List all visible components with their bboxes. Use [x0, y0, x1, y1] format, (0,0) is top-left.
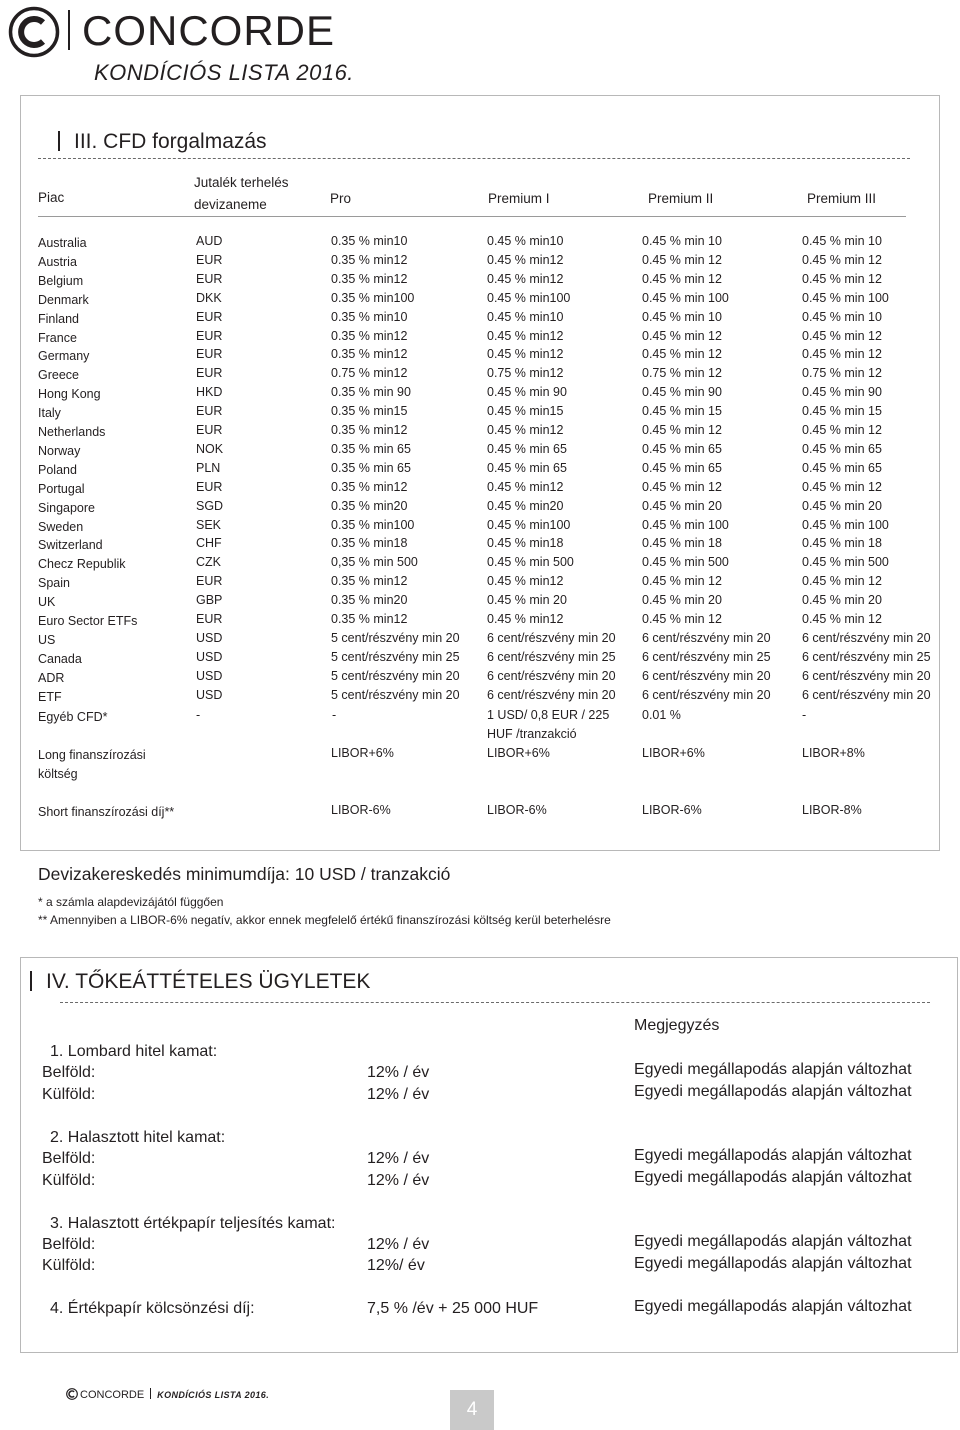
- cell-pro: 5 cent/részvény min 20: [331, 688, 460, 702]
- cell-premium-2: 0.45 % min 12: [642, 329, 722, 343]
- cell-premium-2: 0.45 % min 12: [642, 253, 722, 267]
- cell-premium-3: 6 cent/részvény min 20: [802, 688, 931, 702]
- cell-premium-3: 0.45 % min 12: [802, 612, 882, 626]
- cell-market: Australia: [38, 236, 87, 250]
- cell-premium-2: 6 cent/részvény min 20: [642, 631, 771, 645]
- cell-market: Greece: [38, 368, 79, 382]
- group-1-kulfold-note: Egyedi megállapodás alapján változhat: [634, 1083, 912, 1100]
- cell-market: Norway: [38, 444, 81, 458]
- cell-pro: 0.35 % min12: [331, 423, 408, 437]
- cell-pro: 0.35 % min15: [331, 404, 408, 418]
- cell-market: Netherlands: [38, 425, 106, 439]
- document-subtitle: KONDÍCIÓS LISTA 2016.: [94, 60, 354, 85]
- cell-pro: 0.35 % min20: [331, 499, 408, 513]
- cell-pro: 0.35 % min12: [331, 272, 408, 286]
- cell-premium-1: 0.75 % min12: [487, 366, 564, 380]
- title-bar: [30, 971, 32, 991]
- cell-currency: EUR: [196, 272, 223, 286]
- cell-premium-1: 0.45 % min20: [487, 499, 564, 513]
- cell-currency: GBP: [196, 593, 223, 607]
- cell-pro: 5 cent/részvény min 25: [331, 650, 460, 664]
- cell-currency: EUR: [196, 423, 223, 437]
- cell-premium-2: 0.45 % min 500: [642, 555, 729, 569]
- group-2-belfold-label: Belföld:: [42, 1150, 96, 1167]
- cell-market: Poland: [38, 463, 77, 477]
- cell-market: Italy: [38, 406, 61, 420]
- cell-currency: EUR: [196, 253, 223, 267]
- cell-premium-1: 0.45 % min12: [487, 253, 564, 267]
- cell-currency: EUR: [196, 329, 223, 343]
- cell-premium-3: 6 cent/részvény min 25: [802, 650, 931, 664]
- cell-pro: 5 cent/részvény min 20: [331, 631, 460, 645]
- cell-premium-3: 0.45 % min 10: [802, 310, 882, 324]
- long-premium-1: LIBOR+6%: [487, 746, 550, 760]
- cell-premium-2: 0.45 % min 10: [642, 234, 722, 248]
- cell-pro: 0.35 % min100: [331, 518, 415, 532]
- group-3-kulfold-label: Külföld:: [42, 1257, 96, 1274]
- egyeb-pro: -: [332, 708, 337, 722]
- cell-pro: 0.35 % min 90: [331, 385, 411, 399]
- brand-header: [8, 6, 428, 86]
- cell-market: US: [38, 633, 56, 647]
- cell-pro: 5 cent/részvény min 20: [331, 669, 460, 683]
- cell-premium-2: 0.45 % min 10: [642, 310, 722, 324]
- header-jutalek-line1: Jutalék terhelés: [194, 175, 289, 190]
- footer-list-title: KONDÍCIÓS LISTA 2016.: [157, 1390, 270, 1400]
- cell-premium-1: 6 cent/részvény min 20: [487, 688, 616, 702]
- leverage-title-text: IV. TŐKEÁTTÉTELES ÜGYLETEK: [46, 970, 371, 993]
- cell-premium-1: 6 cent/részvény min 25: [487, 650, 616, 664]
- cell-premium-2: 0.45 % min 12: [642, 347, 722, 361]
- cell-premium-1: 0.45 % min10: [487, 234, 564, 248]
- short-premium-2: LIBOR-6%: [642, 803, 702, 817]
- cell-premium-3: 0.45 % min 100: [802, 291, 889, 305]
- cell-premium-3: 0.45 % min 100: [802, 518, 889, 532]
- cell-premium-2: 0.45 % min 100: [642, 518, 729, 532]
- fx-minimum-fee: Devizakereskedés minimumdíja: 10 USD / tranzakció: [38, 864, 451, 884]
- footnote-1: * a számla alapdevizájától függően: [38, 895, 224, 909]
- cell-pro: 0.35 % min20: [331, 593, 408, 607]
- cell-currency: EUR: [196, 480, 223, 494]
- cell-premium-2: 0.75 % min 12: [642, 366, 722, 380]
- logo-divider: [68, 10, 70, 50]
- cell-pro: 0.35 % min18: [331, 536, 408, 550]
- leverage-section-title: [30, 970, 370, 994]
- group-3-belfold-note: Egyedi megállapodás alapján változhat: [634, 1233, 912, 1250]
- cell-pro: 0.35 % min 65: [331, 461, 411, 475]
- cell-premium-2: 0.45 % min 12: [642, 574, 722, 588]
- cell-currency: AUD: [196, 234, 223, 248]
- long-premium-3: LIBOR+8%: [802, 746, 865, 760]
- cell-pro: 0.75 % min12: [331, 366, 408, 380]
- footer-separator: [150, 1388, 151, 1399]
- cell-premium-3: 0.45 % min 10: [802, 234, 882, 248]
- group-3-belfold-rate: 12% / év: [367, 1236, 430, 1253]
- group-1-belfold-note: Egyedi megállapodás alapján változhat: [634, 1061, 912, 1078]
- group-2-kulfold-rate: 12% / év: [367, 1172, 430, 1189]
- cell-currency: USD: [196, 650, 223, 664]
- cell-market: Euro Sector ETFs: [38, 614, 138, 628]
- cell-pro: 0.35 % min10: [331, 310, 408, 324]
- footer-brand: [66, 1388, 269, 1404]
- cell-currency: USD: [196, 688, 223, 702]
- cell-pro: 0.35 % min100: [331, 291, 415, 305]
- cell-market: UK: [38, 595, 56, 609]
- cell-premium-1: 0.45 % min12: [487, 423, 564, 437]
- item-4-note: Egyedi megállapodás alapján változhat: [634, 1298, 912, 1315]
- cfd-dashed-divider: [38, 158, 910, 159]
- egyeb-premium-1-line2: HUF /tranzakció: [487, 727, 577, 741]
- cell-market: France: [38, 331, 77, 345]
- brand-name: CONCORDE: [82, 7, 336, 54]
- egyeb-currency: -: [196, 708, 201, 722]
- cell-market: Sweden: [38, 520, 84, 534]
- cell-premium-1: 0.45 % min 65: [487, 442, 567, 456]
- cell-premium-3: 0.45 % min 12: [802, 574, 882, 588]
- cell-premium-1: 6 cent/részvény min 20: [487, 631, 616, 645]
- cell-market: ADR: [38, 671, 65, 685]
- cell-premium-2: 0.45 % min 12: [642, 423, 722, 437]
- cell-market: Finland: [38, 312, 79, 326]
- cell-currency: HKD: [196, 385, 223, 399]
- group-2-kulfold-note: Egyedi megállapodás alapján változhat: [634, 1169, 912, 1186]
- cell-market: Spain: [38, 576, 70, 590]
- group-2-belfold-note: Egyedi megállapodás alapján változhat: [634, 1147, 912, 1164]
- egyeb-premium-3: -: [802, 708, 807, 722]
- header-jutalek-line2: devizaneme: [194, 197, 267, 212]
- header-premium-3: Premium III: [807, 191, 877, 206]
- cell-currency: EUR: [196, 347, 223, 361]
- cell-premium-3: 0.45 % min 12: [802, 272, 882, 286]
- short-pro: LIBOR-6%: [331, 803, 391, 817]
- cell-premium-2: 0.45 % min 18: [642, 536, 722, 550]
- cell-pro: 0.35 % min12: [331, 612, 408, 626]
- cell-premium-1: 0.45 % min12: [487, 574, 564, 588]
- cell-currency: EUR: [196, 310, 223, 324]
- group-1-kulfold-label: Külföld:: [42, 1086, 96, 1103]
- cell-premium-3: 0.45 % min 12: [802, 253, 882, 267]
- cell-premium-1: 0.45 % min 65: [487, 461, 567, 475]
- cell-premium-3: 6 cent/részvény min 20: [802, 669, 931, 683]
- group-3-kulfold-note: Egyedi megállapodás alapján változhat: [634, 1255, 912, 1272]
- cell-premium-2: 0.45 % min 100: [642, 291, 729, 305]
- cell-premium-2: 0.45 % min 12: [642, 480, 722, 494]
- leverage-dashed-divider: [60, 1002, 930, 1003]
- cell-currency: DKK: [196, 291, 222, 305]
- title-bar: [58, 131, 60, 151]
- cell-pro: 0.35 % min12: [331, 480, 408, 494]
- cell-premium-3: 0.45 % min 90: [802, 385, 882, 399]
- header-rule: [38, 216, 906, 217]
- footnote-2: ** Amennyiben a LIBOR-6% negatív, akkor ennek megfelelő értékű finanszírozási költség kerül beterhelésre: [38, 913, 611, 927]
- cell-currency: SGD: [196, 499, 224, 513]
- cell-premium-3: 0.45 % min 500: [802, 555, 889, 569]
- cell-premium-1: 0.45 % min 500: [487, 555, 574, 569]
- short-premium-1: LIBOR-6%: [487, 803, 547, 817]
- page-number: 4: [450, 1390, 494, 1430]
- cell-premium-3: 0.45 % min 65: [802, 442, 882, 456]
- cell-premium-3: 0.45 % min 12: [802, 423, 882, 437]
- cell-market: Switzerland: [38, 538, 103, 552]
- cell-premium-1: 0.45 % min 20: [487, 593, 567, 607]
- cell-market: Denmark: [38, 293, 89, 307]
- short-label: Short finanszírozási díj**: [38, 805, 175, 819]
- item-4-title: 4. Értékpapír kölcsönzési díj:: [50, 1300, 255, 1317]
- cell-premium-2: 0.45 % min 65: [642, 461, 722, 475]
- group-1-belfold-label: Belföld:: [42, 1064, 96, 1081]
- long-label-line2: költség: [38, 767, 78, 781]
- long-pro: LIBOR+6%: [331, 746, 394, 760]
- group-3-belfold-label: Belföld:: [42, 1236, 96, 1253]
- cell-premium-3: 0.45 % min 15: [802, 404, 882, 418]
- cell-premium-3: 0.45 % min 12: [802, 480, 882, 494]
- cfd-section-title: [58, 130, 267, 154]
- egyeb-premium-2: 0.01 %: [642, 708, 681, 722]
- cell-market: Austria: [38, 255, 77, 269]
- cell-premium-1: 0.45 % min12: [487, 272, 564, 286]
- header-premium-1: Premium I: [488, 191, 550, 206]
- concorde-logo-icon: [8, 6, 60, 58]
- egyeb-label: Egyéb CFD*: [38, 710, 108, 724]
- cell-premium-2: 0.45 % min 15: [642, 404, 722, 418]
- cell-premium-3: 0.45 % min 12: [802, 347, 882, 361]
- cell-premium-2: 0.45 % min 65: [642, 442, 722, 456]
- group-2-belfold-rate: 12% / év: [367, 1150, 430, 1167]
- concorde-logo-icon: [66, 1388, 78, 1400]
- cell-currency: USD: [196, 669, 223, 683]
- header-premium-2: Premium II: [648, 191, 714, 206]
- cell-currency: EUR: [196, 366, 223, 380]
- cell-market: Singapore: [38, 501, 95, 515]
- cell-market: ETF: [38, 690, 62, 704]
- cell-pro: 0.35 % min12: [331, 574, 408, 588]
- cell-premium-1: 6 cent/részvény min 20: [487, 669, 616, 683]
- cell-premium-3: 0.45 % min 18: [802, 536, 882, 550]
- egyeb-premium-1-line1: 1 USD/ 0,8 EUR / 225: [487, 708, 610, 722]
- cell-currency: NOK: [196, 442, 224, 456]
- cell-pro: 0.35 % min12: [331, 253, 408, 267]
- cell-premium-2: 6 cent/részvény min 25: [642, 650, 771, 664]
- cell-market: Checz Republik: [38, 557, 126, 571]
- cell-premium-3: 6 cent/részvény min 20: [802, 631, 931, 645]
- cell-premium-1: 0.45 % min10: [487, 310, 564, 324]
- group-1-belfold-rate: 12% / év: [367, 1064, 430, 1081]
- cell-pro: 0.35 % min 65: [331, 442, 411, 456]
- note-column-header: Megjegyzés: [634, 1017, 720, 1034]
- cell-premium-1: 0.45 % min15: [487, 404, 564, 418]
- cell-pro: 0,35 % min 500: [331, 555, 418, 569]
- group-3-kulfold-rate: 12%/ év: [367, 1257, 425, 1274]
- group-1-title: 1. Lombard hitel kamat:: [50, 1043, 218, 1060]
- cell-currency: PLN: [196, 461, 221, 475]
- header-piac: Piac: [38, 190, 65, 205]
- cell-premium-3: 0.45 % min 65: [802, 461, 882, 475]
- cell-market: Belgium: [38, 274, 84, 288]
- group-3-title: 3. Halasztott értékpapír teljesítés kamat:: [50, 1215, 336, 1232]
- header-pro: Pro: [330, 191, 352, 206]
- long-label-line1: Long finanszírozási: [38, 748, 146, 762]
- cell-premium-2: 0.45 % min 12: [642, 612, 722, 626]
- cell-currency: EUR: [196, 612, 223, 626]
- cell-premium-1: 0.45 % min12: [487, 480, 564, 494]
- cell-currency: CZK: [196, 555, 221, 569]
- cell-premium-2: 0.45 % min 12: [642, 272, 722, 286]
- cell-premium-2: 0.45 % min 20: [642, 499, 722, 513]
- cell-currency: USD: [196, 631, 223, 645]
- short-premium-3: LIBOR-8%: [802, 803, 862, 817]
- cell-premium-1: 0.45 % min12: [487, 329, 564, 343]
- cell-pro: 0.35 % min12: [331, 347, 408, 361]
- cell-premium-1: 0.45 % min 90: [487, 385, 567, 399]
- group-1-kulfold-rate: 12% / év: [367, 1086, 430, 1103]
- cell-premium-2: 6 cent/részvény min 20: [642, 688, 771, 702]
- cell-currency: EUR: [196, 404, 223, 418]
- cell-premium-1: 0.45 % min12: [487, 347, 564, 361]
- cell-premium-1: 0.45 % min100: [487, 518, 571, 532]
- cell-premium-3: 0.45 % min 20: [802, 499, 882, 513]
- cell-market: Canada: [38, 652, 82, 666]
- cell-premium-2: 0.45 % min 90: [642, 385, 722, 399]
- footer-brand-name: CONCORDE: [80, 1389, 145, 1401]
- cell-currency: SEK: [196, 518, 222, 532]
- group-2-kulfold-label: Külföld:: [42, 1172, 96, 1189]
- cell-premium-3: 0.75 % min 12: [802, 366, 882, 380]
- cell-premium-1: 0.45 % min18: [487, 536, 564, 550]
- cell-premium-3: 0.45 % min 12: [802, 329, 882, 343]
- cell-currency: CHF: [196, 536, 222, 550]
- cell-currency: EUR: [196, 574, 223, 588]
- cell-premium-1: 0.45 % min100: [487, 291, 571, 305]
- cell-premium-2: 0.45 % min 20: [642, 593, 722, 607]
- cell-market: Germany: [38, 349, 90, 363]
- long-premium-2: LIBOR+6%: [642, 746, 705, 760]
- cell-market: Hong Kong: [38, 387, 101, 401]
- item-4-rate: 7,5 % /év + 25 000 HUF: [367, 1300, 539, 1317]
- cfd-title-text: III. CFD forgalmazás: [74, 130, 267, 153]
- group-2-title: 2. Halasztott hitel kamat:: [50, 1129, 226, 1146]
- cell-premium-2: 6 cent/részvény min 20: [642, 669, 771, 683]
- cell-premium-1: 0.45 % min12: [487, 612, 564, 626]
- cell-premium-3: 0.45 % min 20: [802, 593, 882, 607]
- cell-market: Portugal: [38, 482, 85, 496]
- cell-pro: 0.35 % min12: [331, 329, 408, 343]
- cell-pro: 0.35 % min10: [331, 234, 408, 248]
